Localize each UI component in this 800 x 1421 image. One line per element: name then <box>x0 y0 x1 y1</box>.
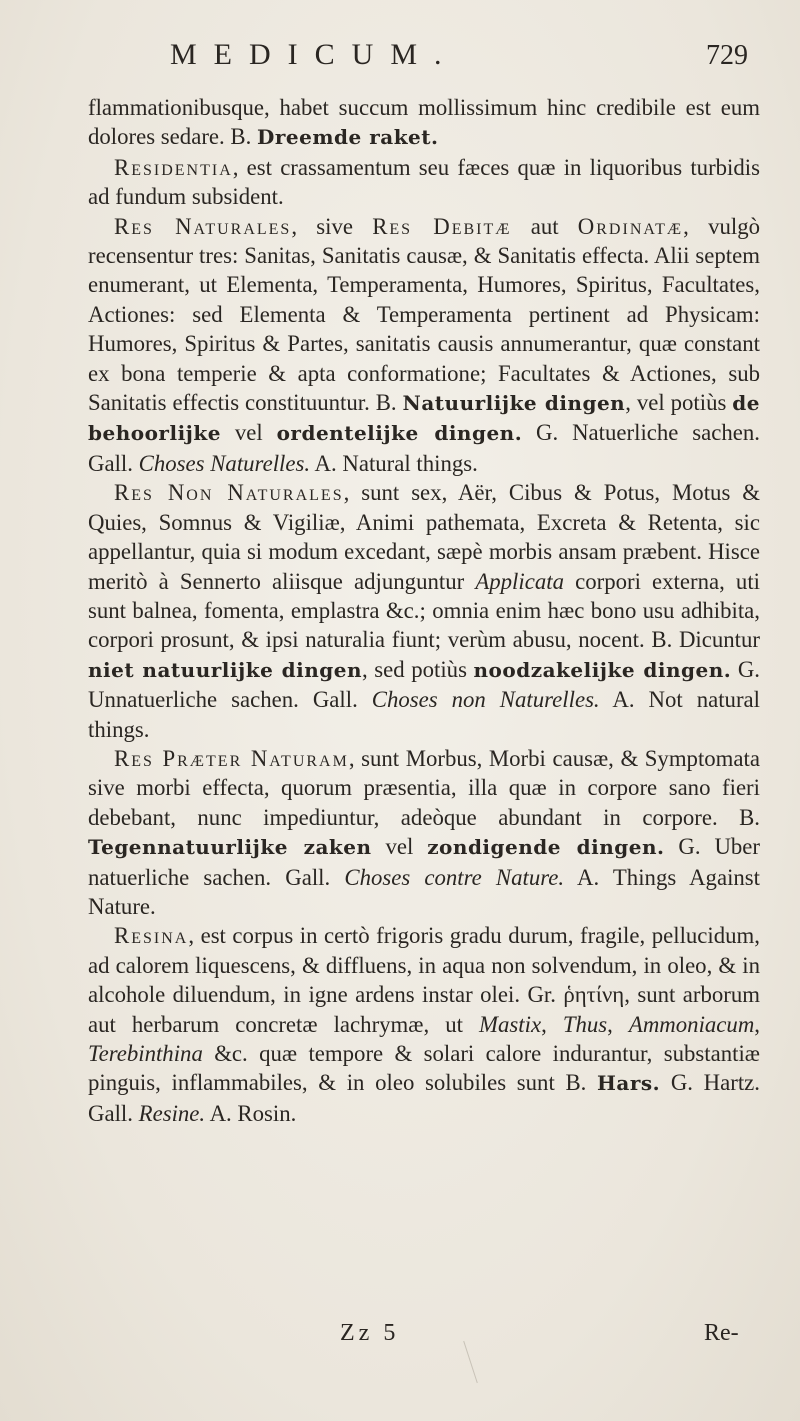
dutch-gloss: ordentelijke dingen. <box>276 421 523 446</box>
body-text <box>88 93 760 1128</box>
dictionary-entry <box>88 212 760 479</box>
dutch-gloss: de behoorlijke <box>88 391 760 446</box>
entry-text: A. Things Against Nature. <box>88 864 761 919</box>
catchword: Re- <box>704 1320 739 1346</box>
italic-term: Terebinthina <box>88 1041 203 1066</box>
italic-term: Ammoniacum <box>628 1011 755 1037</box>
headword: Res Debitæ <box>372 213 512 239</box>
dutch-gloss: Natuurlijke dingen <box>402 391 626 416</box>
page-number: 729 <box>706 40 748 71</box>
entry-text: aut <box>511 213 578 239</box>
entry-text: , <box>754 1011 760 1037</box>
italic-term: Choses non Naturelles. <box>371 687 600 713</box>
dutch-gloss: niet natuurlijke dingen <box>88 657 362 682</box>
entry-text: , est corpus in certò frigoris gradu durum, fragile, pellucidum, ad calorem liquescens, & diffluens, in aqua non solvendum, in oleo, & in alcohole diluendum, in igne ardens instar olei. Gr. ῥητίνη, sunt arborum aut herbarum concretæ lachrymæ, ut <box>88 923 760 1037</box>
continued-paragraph <box>88 93 760 153</box>
entry-text: , <box>541 1011 563 1037</box>
headword: Res Naturales <box>114 213 292 239</box>
headword: Res Præter Naturam <box>114 745 349 771</box>
dictionary-entry <box>88 153 760 212</box>
entry-text: G. Uber natuerliche sachen. Gall. <box>88 834 761 890</box>
entry-text: , est crassamentum seu fæces quæ in liquoribus turbidis ad fundum subsident. <box>88 154 760 210</box>
entry-text: A. Not natural things. <box>88 687 760 742</box>
dutch-gloss: Tegennatuurlijke zaken <box>88 835 372 860</box>
entry-text: G. Natuerliche sachen. Gall. <box>88 420 761 476</box>
entry-text: corpori externa, uti sunt balnea, fomenta, emplastra &c.; omnia enim hæc bono usu adhibita, corpori prosunt, & ipsi naturalia fiunt; verùm abusu, nocent. B. Dicuntur <box>88 568 760 653</box>
dutch-gloss: Dreemde raket. <box>257 125 439 150</box>
italic-term: Choses contre Nature. <box>344 864 565 890</box>
running-title: MEDICUM. <box>170 38 459 71</box>
entry-text: , vel potiùs <box>625 390 733 416</box>
dictionary-entry <box>88 921 760 1128</box>
entry-text: G. Hartz. Gall. <box>88 1070 760 1126</box>
entry-text: , sunt Morbus, Morbi causæ, & Symptomata sive morbi effecta, quorum præsentia, illa quæ in corpore sano fieri debebant, nunc impediuntur, adeòque abundant in corpore. B. <box>88 745 760 830</box>
entry-text: vel <box>220 420 277 446</box>
entry-text: flammationibusque, habet succum mollissimum hinc credibile est eum dolores sedare. B. <box>88 95 760 150</box>
entry-text: G. Unnatuerliche sachen. Gall. <box>88 656 761 713</box>
italic-term: Resine. <box>138 1100 206 1126</box>
entry-text: , sed potiùs <box>362 656 474 682</box>
dictionary-entry <box>88 744 760 921</box>
page-footer <box>0 1320 800 1350</box>
headword: Resina <box>114 923 189 949</box>
italic-term: Applicata <box>475 568 564 594</box>
entry-text: , <box>607 1011 629 1037</box>
headword: Ordinatæ <box>577 213 684 239</box>
italic-term: Mastix <box>479 1011 542 1037</box>
entry-text: vel <box>371 834 428 860</box>
headword: Res Non Naturales <box>114 480 344 506</box>
running-head <box>0 38 800 88</box>
entry-text: , sive <box>291 213 373 239</box>
italic-term: Thus <box>562 1011 608 1037</box>
entry-text: , sunt sex, Aër, Cibus & Potus, Motus & Quies, Somnus & Vigiliæ, Animi pathemata, Excreta & Retenta, sic appellantur, quia si modum excedant, sæpè morbis ansam præbent. Hisce meritò à Sennerto aliisque adjunguntur <box>88 480 760 594</box>
dutch-gloss: noodzakelijke dingen. <box>473 657 732 682</box>
entry-text: A. Natural things. <box>310 450 478 476</box>
dutch-gloss: zondigende dingen. <box>427 835 665 860</box>
entry-text: &c. quæ tempore & solari calore indurantur, substantiæ pinguis, inflammabiles, & in oleo solubiles sunt B. <box>88 1041 760 1096</box>
entry-text: , vulgò recensentur tres: Sanitas, Sanitatis causæ, & Sanitatis effecta. Alii septem enumerant, ut Elementa, Temperamenta, Humores, Spiritus, Facultates, Actiones: sed Elementa & Temperamenta pertinent ad Physicam: Humores, Spiritus & Partes, sanitatis causis annumerantur, quæ constant ex bona temperie & apta conformatione; Facultates & Actiones, sub Sanitatis effectis constituuntur. B. <box>88 213 760 416</box>
italic-term: Choses Naturelles. <box>138 450 311 476</box>
signature-mark: Zz 5 <box>340 1320 400 1346</box>
dutch-gloss: Hars. <box>597 1071 661 1096</box>
dictionary-entry <box>88 478 760 744</box>
entry-text: A. Rosin. <box>205 1100 297 1126</box>
headword: Residentia <box>114 154 233 180</box>
